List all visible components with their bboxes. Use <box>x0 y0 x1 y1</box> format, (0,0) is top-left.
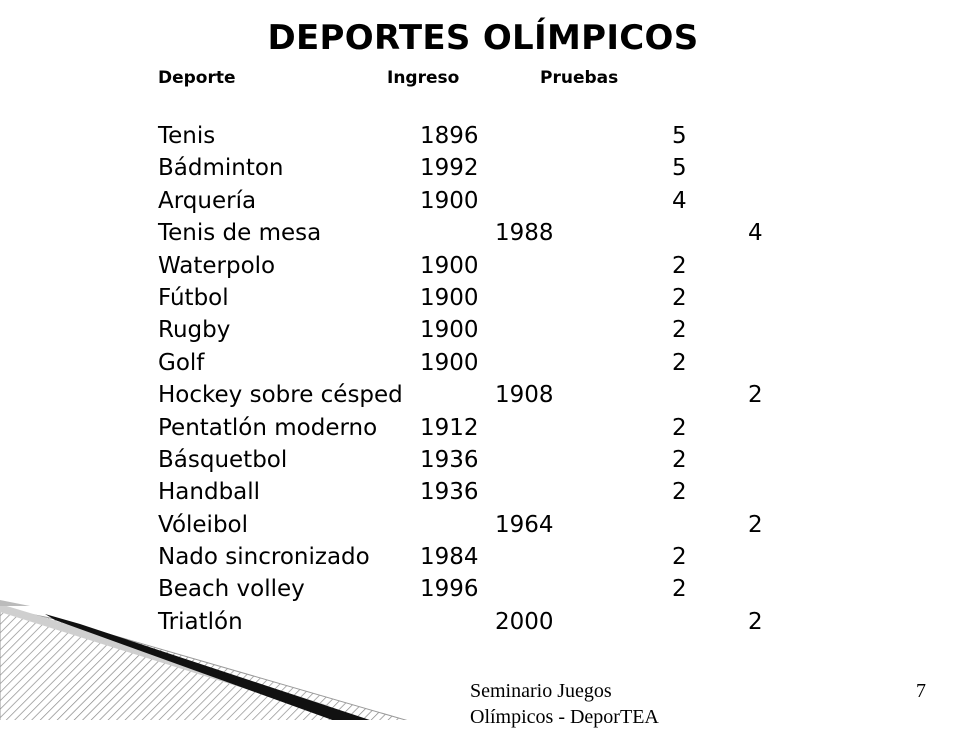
sport-name: Básquetbol <box>158 446 288 473</box>
entry-year: 1900 <box>420 187 479 214</box>
entry-year: 1936 <box>420 446 479 473</box>
entry-year: 1964 <box>495 511 554 538</box>
table-row <box>158 412 798 444</box>
event-count: 2 <box>672 479 687 506</box>
table-row <box>158 379 798 411</box>
event-count: 2 <box>672 544 687 571</box>
sport-name: Pentatlón moderno <box>158 414 378 441</box>
entry-year: 1900 <box>420 284 479 311</box>
sport-name: Waterpolo <box>158 252 276 279</box>
page-number: 7 <box>916 680 926 702</box>
event-count: 2 <box>672 446 687 473</box>
sport-name: Bádminton <box>158 155 284 182</box>
table-row <box>158 476 798 508</box>
event-count: 2 <box>672 284 687 311</box>
footer-text <box>470 678 659 730</box>
entry-year: 1900 <box>420 349 479 376</box>
entry-year: 2000 <box>495 608 554 635</box>
event-count: 2 <box>748 608 763 635</box>
event-count: 4 <box>672 187 687 214</box>
footer-line-1: Seminario Juegos <box>470 680 612 702</box>
event-count: 5 <box>672 155 687 182</box>
table-row <box>158 185 798 217</box>
event-count: 5 <box>672 123 687 149</box>
entry-year: 1988 <box>495 220 554 247</box>
table-row <box>158 152 798 184</box>
entry-year: 1992 <box>420 155 479 182</box>
table-row <box>158 573 798 605</box>
entry-year: 1900 <box>420 317 479 344</box>
footer-line-2: Olímpicos - DeporTEA <box>470 706 659 728</box>
sport-name: Rugby <box>158 317 231 344</box>
table-row <box>158 217 798 249</box>
event-count: 2 <box>748 382 763 409</box>
event-count: 4 <box>748 220 763 247</box>
event-count: 2 <box>672 349 687 376</box>
sport-name: Fútbol <box>158 284 229 311</box>
entry-year: 1912 <box>420 414 479 441</box>
entry-year: 1908 <box>495 382 554 409</box>
table-row <box>158 444 798 476</box>
event-count: 2 <box>672 317 687 344</box>
entry-year: 1984 <box>420 544 479 571</box>
table-row <box>158 282 798 314</box>
header-events: Pruebas <box>540 68 619 88</box>
entry-year: 1900 <box>420 252 479 279</box>
table-row <box>158 314 798 346</box>
sport-name: Hockey sobre césped <box>158 382 403 409</box>
header-year: Ingreso <box>387 68 460 88</box>
table-row <box>158 250 798 282</box>
sport-name: Tenis <box>158 123 216 149</box>
entry-year: 1996 <box>420 576 479 603</box>
event-count: 2 <box>672 252 687 279</box>
event-count: 2 <box>672 414 687 441</box>
event-count: 2 <box>748 511 763 538</box>
sport-name: Arquería <box>158 187 257 214</box>
entry-year: 1936 <box>420 479 479 506</box>
sport-name: Golf <box>158 349 205 376</box>
table-row <box>158 347 798 379</box>
entry-year: 1896 <box>420 123 479 149</box>
page-title: DEPORTES OLÍMPICOS <box>267 18 699 58</box>
sport-name: Vóleibol <box>158 511 249 538</box>
sport-name: Nado sincronizado <box>158 544 370 571</box>
sports-table <box>158 120 798 638</box>
event-count: 2 <box>672 576 687 603</box>
table-row <box>158 120 798 152</box>
table-row <box>158 509 798 541</box>
table-row <box>158 541 798 573</box>
sport-name: Beach volley <box>158 576 305 603</box>
sport-name: Tenis de mesa <box>158 220 322 247</box>
sport-name: Triatlón <box>158 608 243 635</box>
header-sport: Deporte <box>158 68 236 88</box>
sport-name: Handball <box>158 479 261 506</box>
table-row <box>158 606 798 638</box>
